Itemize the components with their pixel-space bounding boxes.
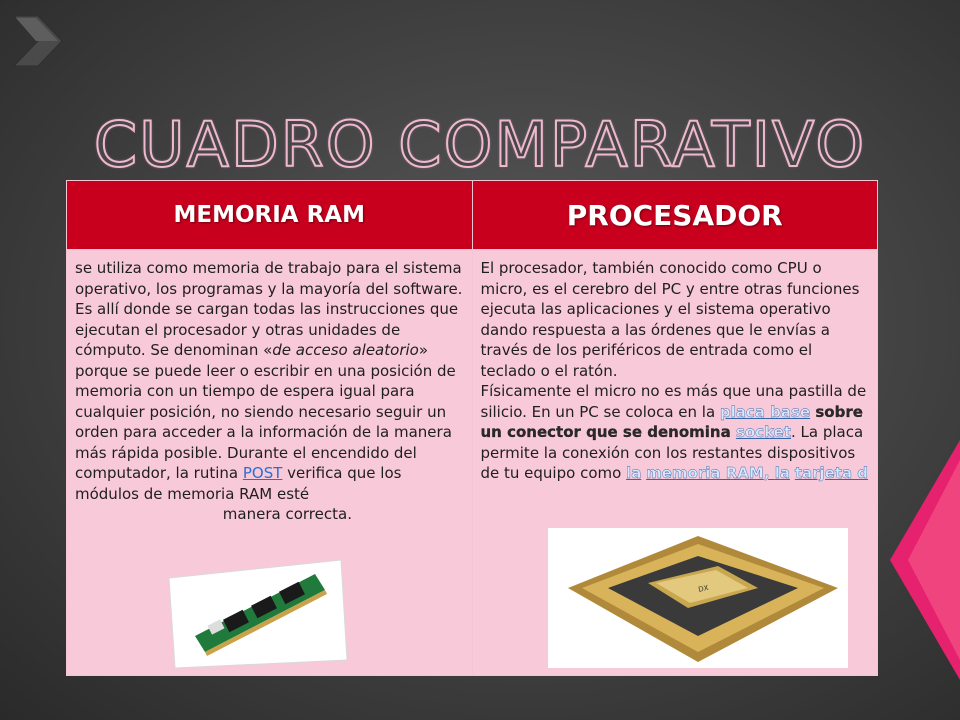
ram-module-image: [165, 556, 351, 672]
ram-text-3: verifica que los módulos de memoria RAM esté: [75, 464, 402, 503]
link-socket[interactable]: socket: [735, 423, 791, 441]
cpu-comma: ,: [763, 464, 775, 482]
link-memoria-ram[interactable]: memoria RAM: [646, 464, 764, 482]
decorative-pink-shape: [890, 440, 960, 680]
link-la-2[interactable]: la: [774, 464, 790, 482]
link-post[interactable]: POST: [242, 464, 283, 482]
link-tarjeta[interactable]: tarjeta d: [794, 464, 869, 482]
link-placa-base[interactable]: placa base: [719, 402, 811, 421]
header-procesador: PROCESADOR: [472, 181, 878, 250]
ram-text-2: » porque se puede leer o escribir en una posición de memoria con un tiempo de espera igual para cualquier posición, no siendo necesario seguir un orden para acceder a la información de la manera más rápida posible. Durante el encendido del computador, la rutina: [75, 341, 456, 482]
ram-text-4: manera correcta.: [75, 505, 352, 523]
cpu-text-3: sobre un conector que se denomina: [480, 402, 863, 441]
slide-title: CUADRO COMPARATIVO: [93, 108, 867, 181]
header-ram: MEMORIA RAM: [67, 181, 473, 250]
cpu-chip-image: [548, 528, 848, 668]
ram-text-1: se utiliza como memoria de trabajo para el sistema operativo, los programas y la mayoría del software. Es allí donde se cargan todas las instrucciones que ejecutan el procesador y otras unidades de cómputo. Se denominan «: [75, 259, 463, 359]
cpu-text-4: . La placa permite la conexión con los restantes dispositivos de tu equipo como: [480, 423, 864, 482]
ram-text-italic: de acceso aleatorio: [272, 341, 419, 359]
link-la[interactable]: la: [626, 464, 642, 482]
arrow-bullet-icon: [6, 10, 68, 72]
svg-text:DX: DX: [697, 583, 710, 594]
cpu-text-2: Físicamente el micro no es más que una pastilla de silicio. En un PC se coloca en la: [480, 382, 867, 421]
cpu-text-1: El procesador, también conocido como CPU o micro, es el cerebro del PC y entre otras funciones ejecuta las aplicaciones y el sistema operativo dando respuesta a las órdenes que le envías a través de los periféricos de entrada como el teclado o el ratón.: [480, 259, 860, 380]
